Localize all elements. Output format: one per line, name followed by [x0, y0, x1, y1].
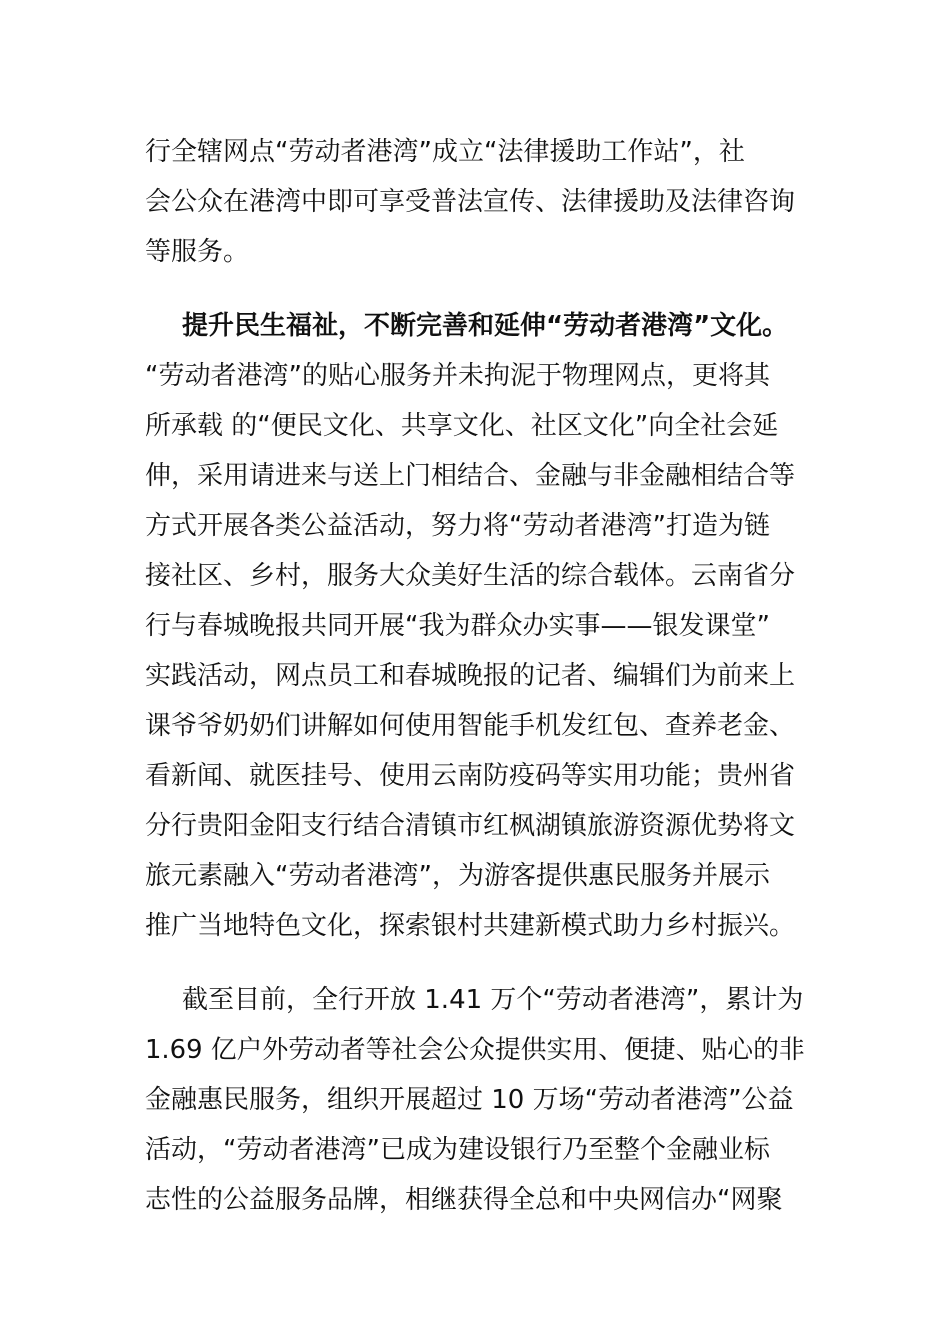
p2-heading: 提升民生福祉，不断完善和延伸“劳动者港湾”文化。 — [182, 311, 789, 341]
p3-line-1: 截至目前，全行开放 1.41 万个“劳动者港湾”，累计为 — [182, 985, 804, 1015]
p3-line-2: 1.69 亿户外劳动者等社会公众提供实用、便捷、贴心的非 — [145, 1035, 805, 1065]
p1-line-3: 等服务。 — [145, 237, 250, 267]
p2-line-5: 接社区、乡村，服务大众美好生活的综合载体。云南省分 — [145, 561, 796, 591]
p2-line-2: 所承载 的“便民文化、共享文化、社区文化”向全社会延 — [145, 411, 779, 441]
p3-line-3: 金融惠民服务，组织开展超过 10 万场“劳动者港湾”公益 — [145, 1085, 794, 1115]
p2-line-7: 实践活动，网点员工和春城晚报的记者、编辑们为前来上 — [145, 661, 796, 691]
p3-line-5: 志性的公益服务品牌，相继获得全总和中央网信办“网聚 — [145, 1185, 783, 1215]
p2-line-6: 行与春城晚报共同开展“我为群众办实事——银发课堂” — [145, 611, 770, 641]
p2-line-10: 分行贵阳金阳支行结合清镇市红枫湖镇旅游资源优势将文 — [145, 811, 796, 841]
p2-line-3: 伸，采用请进来与送上门相结合、金融与非金融相结合等 — [145, 461, 796, 491]
p3-line-4: 活动，“劳动者港湾”已成为建设银行乃至整个金融业标 — [145, 1135, 770, 1165]
p2-line-9: 看新闻、就医挂号、使用云南防疫码等实用功能；贵州省 — [145, 761, 796, 791]
p2-line-1: “劳动者港湾”的贴心服务并未拘泥于物理网点，更将其 — [145, 361, 770, 391]
p2-line-8: 课爷爷奶奶们讲解如何使用智能手机发红包、查养老金、 — [145, 711, 796, 741]
p2-line-12: 推广当地特色文化，探索银村共建新模式助力乡村振兴。 — [145, 911, 796, 941]
p2-line-11: 旅元素融入“劳动者港湾”，为游客提供惠民服务并展示 — [145, 861, 770, 891]
p1-line-2: 会公众在港湾中即可享受普法宣传、法律援助及法律咨询 — [145, 187, 796, 217]
p1-line-1: 行全辖网点“劳动者港湾”成立“法律援助工作站”，社 — [145, 137, 745, 167]
p2-line-4: 方式开展各类公益活动，努力将“劳动者港湾”打造为链 — [145, 511, 770, 541]
